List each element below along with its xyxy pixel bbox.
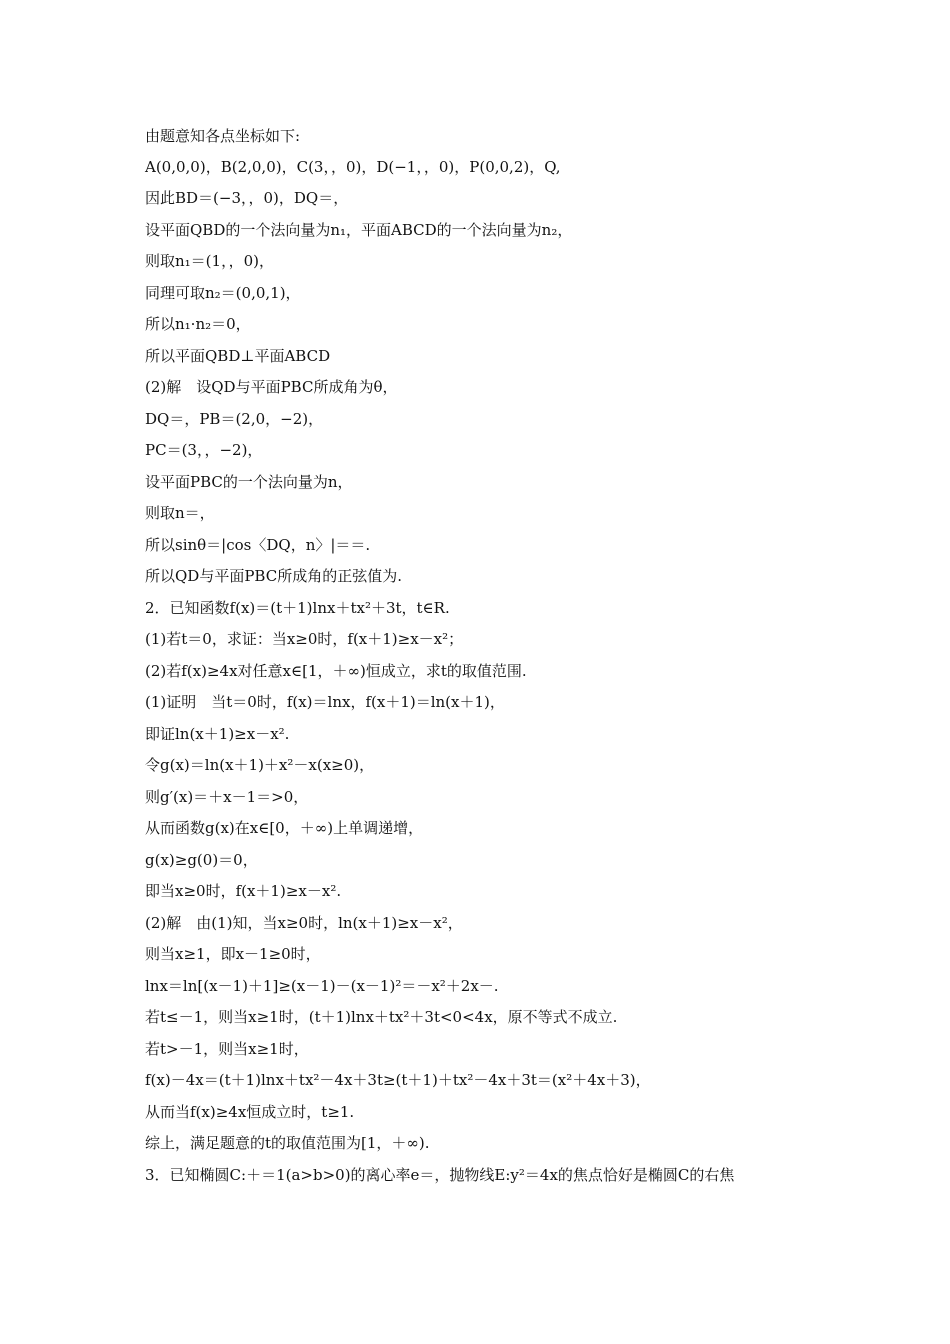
text-line: 即当x≥0时，f(x＋1)≥x－x². bbox=[145, 882, 342, 900]
text-line: g(x)≥g(0)＝0， bbox=[145, 851, 258, 869]
text-line: lnx＝ln[(x－1)＋1]≥(x－1)－(x－1)²＝－x²＋2x－. bbox=[145, 977, 499, 995]
text-line: 从而函数g(x)在x∈[0，＋∞)上单调递增， bbox=[145, 819, 424, 837]
text-line: 令g(x)＝ln(x＋1)＋x²－x(x≥0)， bbox=[145, 756, 375, 774]
text-line: 设平面PBC的一个法向量为n， bbox=[145, 473, 353, 491]
text-line: (2)解 由(1)知，当x≥0时，ln(x＋1)≥x－x²， bbox=[145, 914, 463, 932]
text-line: 设平面QBD的一个法向量为n₁，平面ABCD的一个法向量为n₂， bbox=[145, 221, 573, 239]
text-line: f(x)－4x＝(t＋1)lnx＋tx²－4x＋3t≥(t＋1)＋tx²－4x＋3t＝(x²＋4x＋3)， bbox=[145, 1071, 651, 1089]
text-line: 若t>－1，则当x≥1时， bbox=[145, 1040, 309, 1058]
text-line: (1)证明 当t＝0时，f(x)＝lnx，f(x＋1)＝ln(x＋1)， bbox=[145, 693, 505, 711]
text-line: DQ＝，PB＝(2,0，−2)， bbox=[145, 410, 324, 428]
text-line: 则g′(x)＝＋x－1＝>0， bbox=[145, 788, 309, 806]
text-line: 若t≤－1，则当x≥1时，(t＋1)lnx＋tx²＋3t<0<4x，原不等式不成立. bbox=[145, 1008, 618, 1026]
text-line: (2)若f(x)≥4x对任意x∈[1，＋∞)恒成立，求t的取值范围. bbox=[145, 662, 527, 680]
text-line: 所以n₁·n₂＝0， bbox=[145, 315, 251, 333]
text-line: (1)若t＝0，求证：当x≥0时，f(x＋1)≥x－x²； bbox=[145, 630, 464, 648]
text-line: 综上，满足题意的t的取值范围为[1，＋∞). bbox=[145, 1134, 430, 1152]
text-line: (2)解 设QD与平面PBC所成角为θ， bbox=[145, 378, 398, 396]
text-line: 所以平面QBD⊥平面ABCD bbox=[145, 347, 331, 365]
text-line: PC＝(3，，−2)， bbox=[145, 441, 263, 459]
text-line: A(0,0,0)，B(2,0,0)，C(3，，0)，D(−1，，0)，P(0,0,2)，Q, bbox=[145, 158, 561, 176]
text-line: 所以sinθ＝|cos〈DQ，n〉|＝＝. bbox=[145, 536, 371, 554]
question-title: 2．已知函数f(x)＝(t＋1)lnx＋tx²＋3t，t∈R. bbox=[145, 599, 450, 617]
text-line: 则取n₁＝(1，，0)， bbox=[145, 252, 274, 270]
question-title: 3．已知椭圆C:＋＝1(a>b>0)的离心率e＝，抛物线E:y²＝4x的焦点恰好是椭圆C的右焦 bbox=[145, 1166, 735, 1184]
text-line: 由题意知各点坐标如下: bbox=[145, 127, 301, 145]
text-line: 同理可取n₂＝(0,0,1)， bbox=[145, 284, 301, 302]
text-line: 则取n＝， bbox=[145, 504, 215, 522]
text-line: 则当x≥1，即x－1≥0时， bbox=[145, 945, 321, 963]
text-line: 因此BD＝(−3，，0)，DQ＝， bbox=[145, 189, 349, 207]
text-line: 即证ln(x＋1)≥x－x². bbox=[145, 725, 290, 743]
text-line: 所以QD与平面PBC所成角的正弦值为. bbox=[145, 567, 402, 585]
text-line: 从而当f(x)≥4x恒成立时，t≥1. bbox=[145, 1103, 355, 1121]
